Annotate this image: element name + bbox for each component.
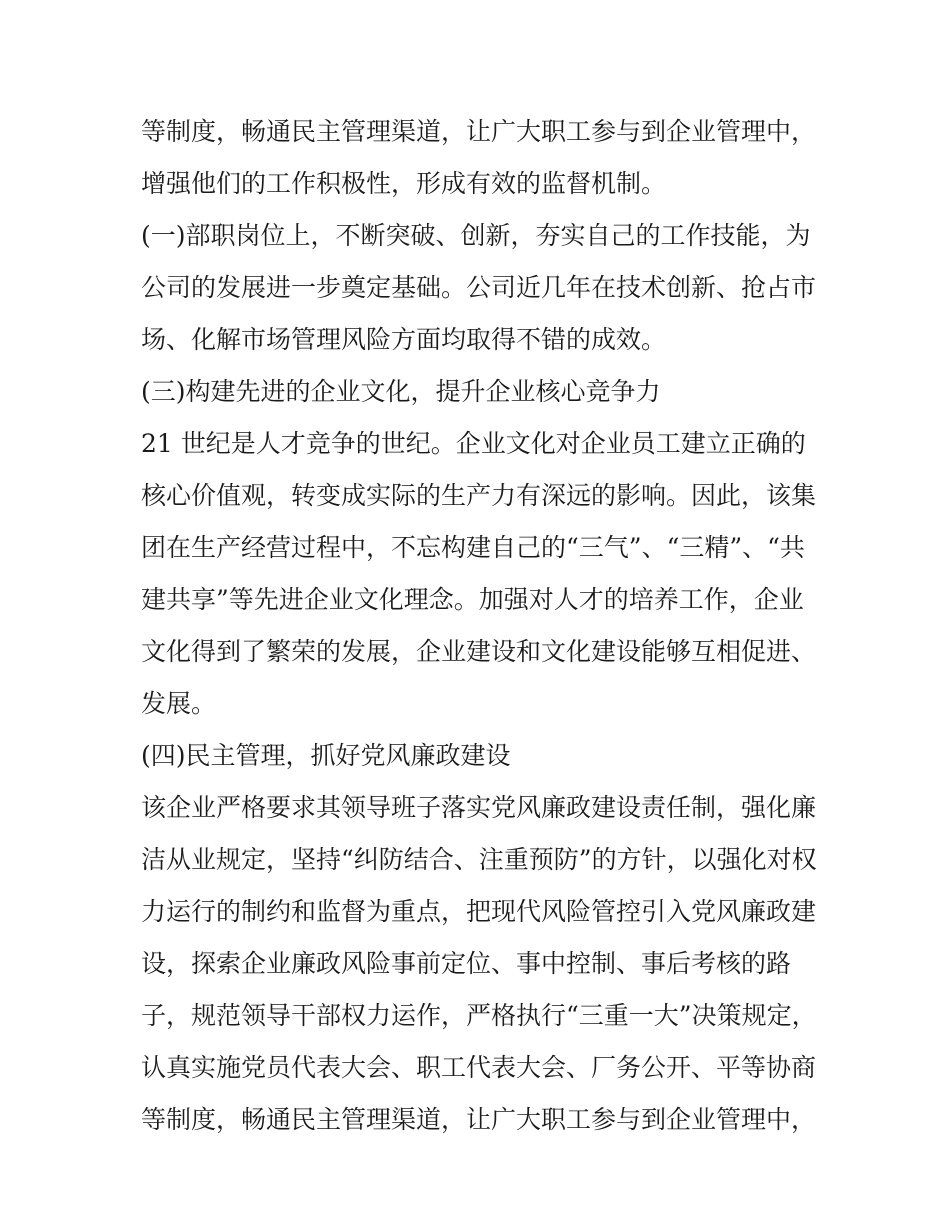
text-line: 等制度，畅通民主管理渠道，让广大职工参与到企业管理中， <box>141 1105 817 1134</box>
text-line: 该企业严格要求其领导班子落实党风廉政建设责任制，强化廉 <box>141 793 817 822</box>
text-line: 文化得到了繁荣的发展，企业建设和文化建设能够互相促进、 <box>141 637 817 666</box>
text-line: 设，探索企业廉政风险事前定位、事中控制、事后考核的路 <box>141 949 792 978</box>
text-line: 增强他们的工作积极性，形成有效的监督机制。 <box>141 169 667 198</box>
text-line: 公司的发展进一步奠定基础。公司近几年在技术创新、抢占市 <box>141 273 817 302</box>
text-line: 子，规范领导干部权力运作，严格执行“三重一大”决策规定， <box>141 1001 817 1030</box>
text-line: 场、化解市场管理风险方面均取得不错的成效。 <box>141 325 667 354</box>
text-line: 核心价值观，转变成实际的生产力有深远的影响。因此，该集 <box>141 481 817 510</box>
text-line: 力运行的制约和监督为重点，把现代风险管控引入党风廉政建 <box>141 897 817 926</box>
text-line: 发展。 <box>141 689 217 718</box>
section-heading-line: (一)部职岗位上，不断突破、创新，夯实自己的工作技能，为 <box>141 221 811 250</box>
body-text <box>141 106 821 1146</box>
text-line: 洁从业规定，坚持“纠防结合、注重预防”的方针，以强化对权 <box>141 845 817 874</box>
text-line: 团在生产经营过程中，不忘构建自己的“三气”、“三精”、“共 <box>141 533 805 562</box>
section-heading: (三)构建先进的企业文化，提升企业核心竞争力 <box>141 377 661 406</box>
text-line: 建共享”等先进企业文化理念。加强对人才的培养工作，企业 <box>141 585 804 614</box>
text-line: 认真实施党员代表大会、职工代表大会、厂务公开、平等协商 <box>141 1053 817 1082</box>
text-line: 等制度，畅通民主管理渠道，让广大职工参与到企业管理中， <box>141 117 817 146</box>
text-line: 21 世纪是人才竞争的世纪。企业文化对企业员工建立正确的 <box>141 429 806 458</box>
section-heading: (四)民主管理，抓好党风廉政建设 <box>141 741 511 770</box>
